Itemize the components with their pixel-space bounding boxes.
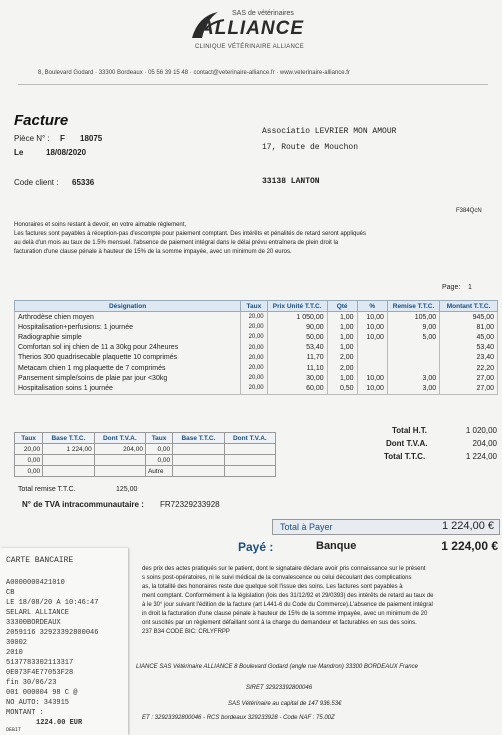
cell: 1,00 <box>327 343 357 353</box>
cell <box>94 466 145 477</box>
cell: Arthrodèse chien moyen <box>15 312 241 323</box>
cell: Hospitalisation soins 1 journée <box>15 383 241 394</box>
contact-line: 8, Boulevard Godard · 33300 Bordeaux · 05 56 39 15 48 · contact@veterinaire-alliance.fr · www.veterinaire-alliance.fr <box>38 70 350 76</box>
tax-table <box>14 432 276 477</box>
receipt-line: SELARL ALLIANCE <box>6 609 70 617</box>
cell: 50,00 <box>267 332 327 342</box>
cell: Comfortan sol inj chien de 11 a 30kg pour 24heures <box>15 343 241 353</box>
cell: 10,00 <box>357 373 387 383</box>
cell: Autre <box>145 466 172 477</box>
cell: 20,00 <box>241 373 267 383</box>
brand-name: ALLIANCE <box>200 18 305 39</box>
receipt-line: 33300BORDEAUX <box>6 619 61 627</box>
notice-line-3: au delà d'un mois au taux de 1.5% mensuel. l'absence de paiement intégral dans le délai prévu entraînera de plein droit la <box>14 240 339 246</box>
piece-number: 18075 <box>80 134 103 143</box>
cell: 1 224,00 <box>43 444 95 455</box>
table-row <box>15 373 498 383</box>
paid-label: Payé : <box>238 540 274 554</box>
cell: 3,00 <box>387 383 439 394</box>
cell: 20,00 <box>241 322 267 332</box>
cell: 11,70 <box>267 353 327 363</box>
cell: 10,00 <box>357 383 387 394</box>
receipt-line: NO AUTO: 343915 <box>6 699 70 707</box>
cell: 45,00 <box>440 332 498 342</box>
page-label: Page: <box>442 284 461 291</box>
receipt-line: 001 000004 98 C @ <box>6 689 78 697</box>
legal-line: ont suscités par un règlement défaillant sont à la charge du demandeur et facturables en sus des soins. <box>142 620 417 626</box>
tax-row <box>15 466 276 477</box>
cell <box>357 363 387 373</box>
cell <box>387 353 439 363</box>
cell: Radiographie simple <box>15 332 241 342</box>
items-table <box>14 300 498 395</box>
receipt-line: 2010 <box>6 649 23 657</box>
invoice-date: 18/08/2020 <box>46 148 87 157</box>
cell: 1,00 <box>327 312 357 323</box>
legal-line: des prix des actes pratiqués sur le patient, dont le signataire déclare avoir pris connaissance sur le présent <box>142 566 426 572</box>
tax-row <box>15 444 276 455</box>
cell: 2,00 <box>327 353 357 363</box>
page-number: 1 <box>468 284 472 291</box>
cell: 20,00 <box>241 312 267 323</box>
cell: 9,00 <box>387 322 439 332</box>
total-ht-label: Total H.T. <box>392 426 427 435</box>
cell: 105,00 <box>387 312 439 323</box>
remise-label: Total remise T.T.C. <box>18 486 76 493</box>
notice-line-4: facturation d'une clause pénale à hauteur de 15% de la somme impayée, avec un minimum de 20 euros. <box>14 249 292 255</box>
vat-label: N° de TVA intracommunautaire : <box>22 500 144 509</box>
table-row <box>15 312 498 323</box>
cell: 27,00 <box>440 373 498 383</box>
cell <box>224 455 275 466</box>
receipt-title: CARTE BANCAIRE <box>6 556 74 565</box>
invoice-title: Facture <box>14 112 69 129</box>
brand-subtitle: CLINIQUE VÉTÉRINAIRE ALLIANCE <box>195 44 305 50</box>
to-pay-label: Total à Payer <box>280 522 333 532</box>
cell: 1,00 <box>327 322 357 332</box>
cell <box>173 455 225 466</box>
cell: 20,00 <box>241 363 267 373</box>
cell: 1 050,00 <box>267 312 327 323</box>
client-code-label: Code client : <box>14 178 59 187</box>
cell <box>173 444 225 455</box>
cell <box>43 455 95 466</box>
cell: 10,00 <box>357 332 387 342</box>
cell <box>357 343 387 353</box>
cell: 90,00 <box>267 322 327 332</box>
cell: Hospitalisation+perfusions: 1 journée <box>15 322 241 332</box>
tax-col: Base T.T.C. <box>173 433 225 444</box>
receipt-tail: DEBIT <box>6 727 22 733</box>
cell <box>224 466 275 477</box>
cell: 0,00 <box>15 455 43 466</box>
piece-prefix: F <box>60 134 65 143</box>
cell: 27,00 <box>440 383 498 394</box>
cell: 53,40 <box>440 343 498 353</box>
cell: 10,00 <box>357 322 387 332</box>
notice-line-2: Les factures sont payables à réception-pas d'escompte pour paiement comptant. Des intérêts et pénalités de retard seront appliqués <box>14 231 367 237</box>
cell: 10,00 <box>357 312 387 323</box>
tax-row <box>15 455 276 466</box>
table-row <box>15 353 498 363</box>
receipt-line: 0E073F4E77053F28 <box>6 669 74 677</box>
col-designation: Désignation <box>15 301 241 312</box>
receipt-line: LE 18/08/20 A 10:46:47 <box>6 599 99 607</box>
receipt-line: 30002 <box>6 639 28 647</box>
cell: 11,10 <box>267 363 327 373</box>
cell: 20,00 <box>241 353 267 363</box>
footer-capital: SAS Vétérinaire au capital de 147 936.53€ <box>228 701 342 707</box>
cell <box>173 466 225 477</box>
cell <box>387 363 439 373</box>
paid-value: 1 224,00 € <box>441 539 498 553</box>
cell: 53,40 <box>267 343 327 353</box>
col-montant: Montant T.T.C. <box>440 301 498 312</box>
cell: 0,00 <box>15 466 43 477</box>
legal-line: s soins post-opératoires, ni le suivi médical de la convalescence ou celui découlant des complications <box>142 575 412 581</box>
cell: 945,00 <box>440 312 498 323</box>
recipient-street: 17, Route de Mouchon <box>262 143 359 152</box>
total-tva-label: Dont T.V.A. <box>386 439 428 448</box>
cell: 5,00 <box>387 332 439 342</box>
receipt-line: CB <box>6 589 15 597</box>
cell: Therios 300 quadrisecable plaquette 10 comprimés <box>15 353 241 363</box>
reference-code: F384QcN <box>456 208 482 214</box>
cell: 20,00 <box>15 444 43 455</box>
legal-line: 237 B34 CODE BIC: CRLYFRPP <box>142 629 230 635</box>
cell <box>94 455 145 466</box>
to-pay-value: 1 224,00 € <box>442 520 494 532</box>
tax-col: Taux <box>15 433 43 444</box>
table-row <box>15 383 498 394</box>
legal-line: à le 30° jour suivant l'édition de la facture (art L441-6 du Code du Commerce).L'absence de paiement intégral <box>142 602 433 608</box>
tax-header-row <box>15 433 276 444</box>
card-receipt <box>0 548 128 735</box>
notice-line-1: Honoraires et soins restant à devoir, en votre aimable règlement, <box>14 222 187 228</box>
col-prix: Prix Unité T.T.C. <box>267 301 327 312</box>
receipt-amount: 1224.00 EUR <box>36 719 83 727</box>
items-header-row <box>15 301 498 312</box>
col-taux: Taux <box>241 301 267 312</box>
footer-address: LIANCE SAS Vétérinaire ALLIANCE 8 Boulevard Godard (angle rue Mandron) 33300 BORDEAUX France <box>136 664 418 670</box>
legal-line: in droit la facturation d'une clause pénale à hauteur de 15% de la somme impayée, avec un minimum de 20 <box>142 611 428 617</box>
tax-col: Base T.T.C. <box>43 433 95 444</box>
cell: 22,20 <box>440 363 498 373</box>
cell: 20,00 <box>241 332 267 342</box>
receipt-line: fin 30/06/23 <box>6 679 57 687</box>
recipient-name: Associatio LEVRIER MON AMOUR <box>262 127 397 136</box>
table-row <box>15 363 498 373</box>
cell: Metacam chien 1 mg plaquette de 7 comprimés <box>15 363 241 373</box>
cell <box>43 466 95 477</box>
cell: 23,40 <box>440 353 498 363</box>
total-tva: 204,00 <box>472 439 497 448</box>
cell: 20,00 <box>241 343 267 353</box>
tax-col: Dont T.V.A. <box>224 433 275 444</box>
total-ht: 1 020,00 <box>465 426 497 435</box>
footer-rcs: ET : 32923392800046 - RCS bordeaux 329233928 - Code NAF : 75.00Z <box>142 715 335 721</box>
cell: 1,00 <box>327 332 357 342</box>
cell: 204,00 <box>94 444 145 455</box>
recipient-city: 33138 LANTON <box>262 177 320 186</box>
col-qte: Qté <box>327 301 357 312</box>
client-code: 65336 <box>72 178 95 187</box>
cell: 60,00 <box>267 383 327 394</box>
table-row <box>15 322 498 332</box>
tax-col: Taux <box>145 433 172 444</box>
cell <box>387 343 439 353</box>
cell: 0,50 <box>327 383 357 394</box>
cell: 2,00 <box>327 363 357 373</box>
total-ttc: 1 224,00 <box>465 452 497 461</box>
legal-line: ment comptant. Conformément à la législation (lois des 31/12/92 et 29/0393) des intérêts de retard au taux de <box>142 593 434 599</box>
cell <box>357 353 387 363</box>
table-row <box>15 332 498 342</box>
paid-method: Banque <box>316 540 357 552</box>
vat-number: FR72329233928 <box>160 500 220 509</box>
cell: 30,00 <box>267 373 327 383</box>
cell: 0,00 <box>145 455 172 466</box>
table-row <box>15 343 498 353</box>
piece-label: Pièce N° : <box>14 134 50 143</box>
remise-value: 125,00 <box>116 486 138 493</box>
col-remise: Remise T.T.C. <box>387 301 439 312</box>
cell: 20,00 <box>241 383 267 394</box>
date-label: Le <box>14 148 24 157</box>
receipt-line: A0000000421010 <box>6 579 65 587</box>
col-pct: % <box>357 301 387 312</box>
tax-col: Dont T.V.A. <box>94 433 145 444</box>
cell: 1,00 <box>327 373 357 383</box>
cell: Pansement simple/soins de plaie par jour <30kg <box>15 373 241 383</box>
footer-siret: SIRET 32923392800046 <box>246 685 313 691</box>
receipt-line: MONTANT : <box>6 709 44 717</box>
receipt-line: 2059116 32923392800046 <box>6 629 99 637</box>
brand-tagline: SAS de vétérinaires <box>232 10 294 17</box>
cell: 0,00 <box>145 444 172 455</box>
cell <box>224 444 275 455</box>
receipt-line: 5137783302113317 <box>6 659 74 667</box>
cell: 3,00 <box>387 373 439 383</box>
header-divider <box>18 84 488 85</box>
total-ttc-label: Total T.T.C. <box>384 452 426 461</box>
legal-line: as, la totalité des honoraires reste due quelque soit l'issue des soins. Les factures sont payables à <box>142 584 403 590</box>
cell: 81,00 <box>440 322 498 332</box>
